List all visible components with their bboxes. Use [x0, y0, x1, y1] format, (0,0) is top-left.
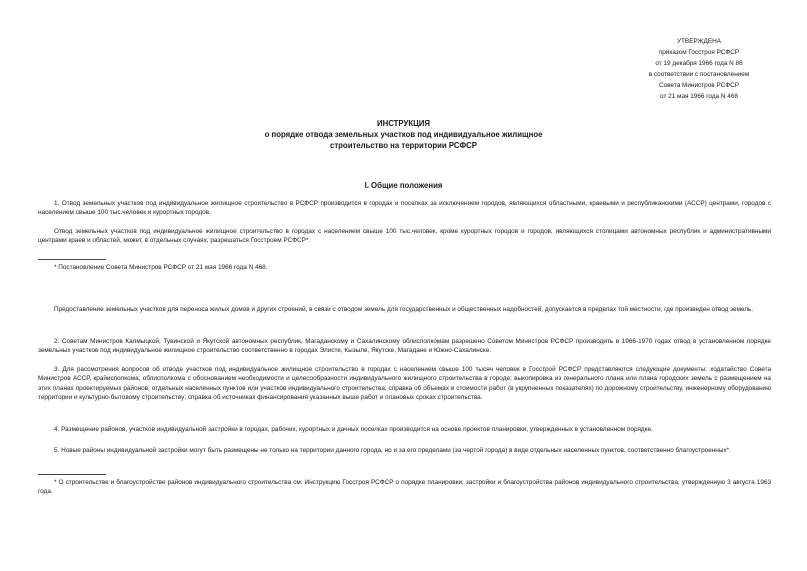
approval-line: в соответствии с постановлением — [648, 71, 750, 78]
footnote: * Постановление Совета Министров РСФСР от 21 мая 1966 года N 468. — [54, 264, 268, 271]
title-line: ИНСТРУКЦИЯ — [376, 119, 431, 128]
footnote-divider — [38, 259, 106, 260]
approval-stamp — [629, 36, 769, 102]
paragraph: Предоставление земельных участков для переноса жилых домов и других строений, в связи с отводом земель для государственных и общественных надобностей, допускается в пределах той местности, где произведен отвод земель. — [54, 306, 754, 313]
title-line: строительство на территории РСФСР — [330, 141, 477, 150]
approval-line: от 21 мая 1966 года N 468 — [660, 93, 738, 100]
paragraph: 1. Отвод земельных участков под индивидуальное жилищное строительство в РСФСР производится в городах и поселках за исключением городов, являющихся областными, краевыми и республиканскими (АССР) центрами, городов с населением свыше 100 тыс.человек и курортных городов. — [38, 200, 771, 217]
footnote: * О строительстве и благоустройстве районов индивидуального строительства см. Инструкцию Госстроя РСФСР о порядке планировки, застройки и благоустройства районов индивидуального строительства, утвержденную 3 августа 1963 года. — [38, 479, 771, 496]
approval-line: приказом Госстроя РСФСР — [658, 49, 740, 56]
paragraph: 3. Для рассмотрения вопросов об отводе участков под индивидуальное жилищное строительство в городах с населением свыше 100 тысяч человек в Госстрой РСФСР представляются следующие документы: ходатайство Совета Министров АССР, крайисполкома, облисполкома с обоснованием необходимости и целесообразности индивидуального жилищного строительства в городе; выкопировка из генерального плана или плана городских земель с размещением на этих планах проектируемых районов, отдельных населенных пунктов или участков индивидуального строительства; справка об объемах и стоимости работ (в укрупненных показателях) по дорожному строительству, инженерному оборудованию территории и культурно-бытовому строительству; справка об источниках финансирования указанных выше работ и плановых сроках строительства. — [38, 366, 771, 401]
document-title — [0, 118, 807, 151]
title-line: о порядке отвода земельных участков под индивидуальное жилищное — [264, 130, 543, 139]
footnote-divider — [38, 474, 106, 475]
section-heading: I. Общие положения — [364, 181, 443, 190]
approval-line: УТВЕРЖДЕНА — [676, 38, 722, 45]
approval-line: Совета Министров РСФСР — [659, 82, 739, 89]
paragraph: 5. Новые районы индивидуальной застройки могут быть размещены не только на территории данного города, но и за его пределами (за чертой города) в виде отдельных населенных пунктов, соответственно благоустроенных*. — [54, 447, 731, 454]
approval-line: от 19 декабря 1966 года N 86 — [655, 60, 743, 67]
paragraph: 2. Советам Министров Калмыцкой, Тувинской и Якутской автономных республик, Магаданскому и Сахалинскому облисполкомам разрешено Советом Министров РСФСР производить в 1966-1970 годах отвод в установленном порядке земельных участков под индивидуальное жилищное строительство соответственно в городах Элисте, Кызыле, Якутске, Магадане и Южно-Сахалинске. — [38, 338, 771, 355]
paragraph: 4. Размещение районов, участков индивидуальной застройки в городах, рабочих, курортных и дачных поселках производится на основе проектов планировки, утвержденных в установленном порядке. — [54, 426, 653, 433]
paragraph: Отвод земельных участков под индивидуальное жилищное строительство в городах с населением свыше 100 тыс.человек, кроме курортных городов и городов, являющихся столицами автономных республик и административными центрами краев и областей, может, в отдельных случаях, разрешаться Госстроем РСФСР*. — [38, 228, 771, 245]
